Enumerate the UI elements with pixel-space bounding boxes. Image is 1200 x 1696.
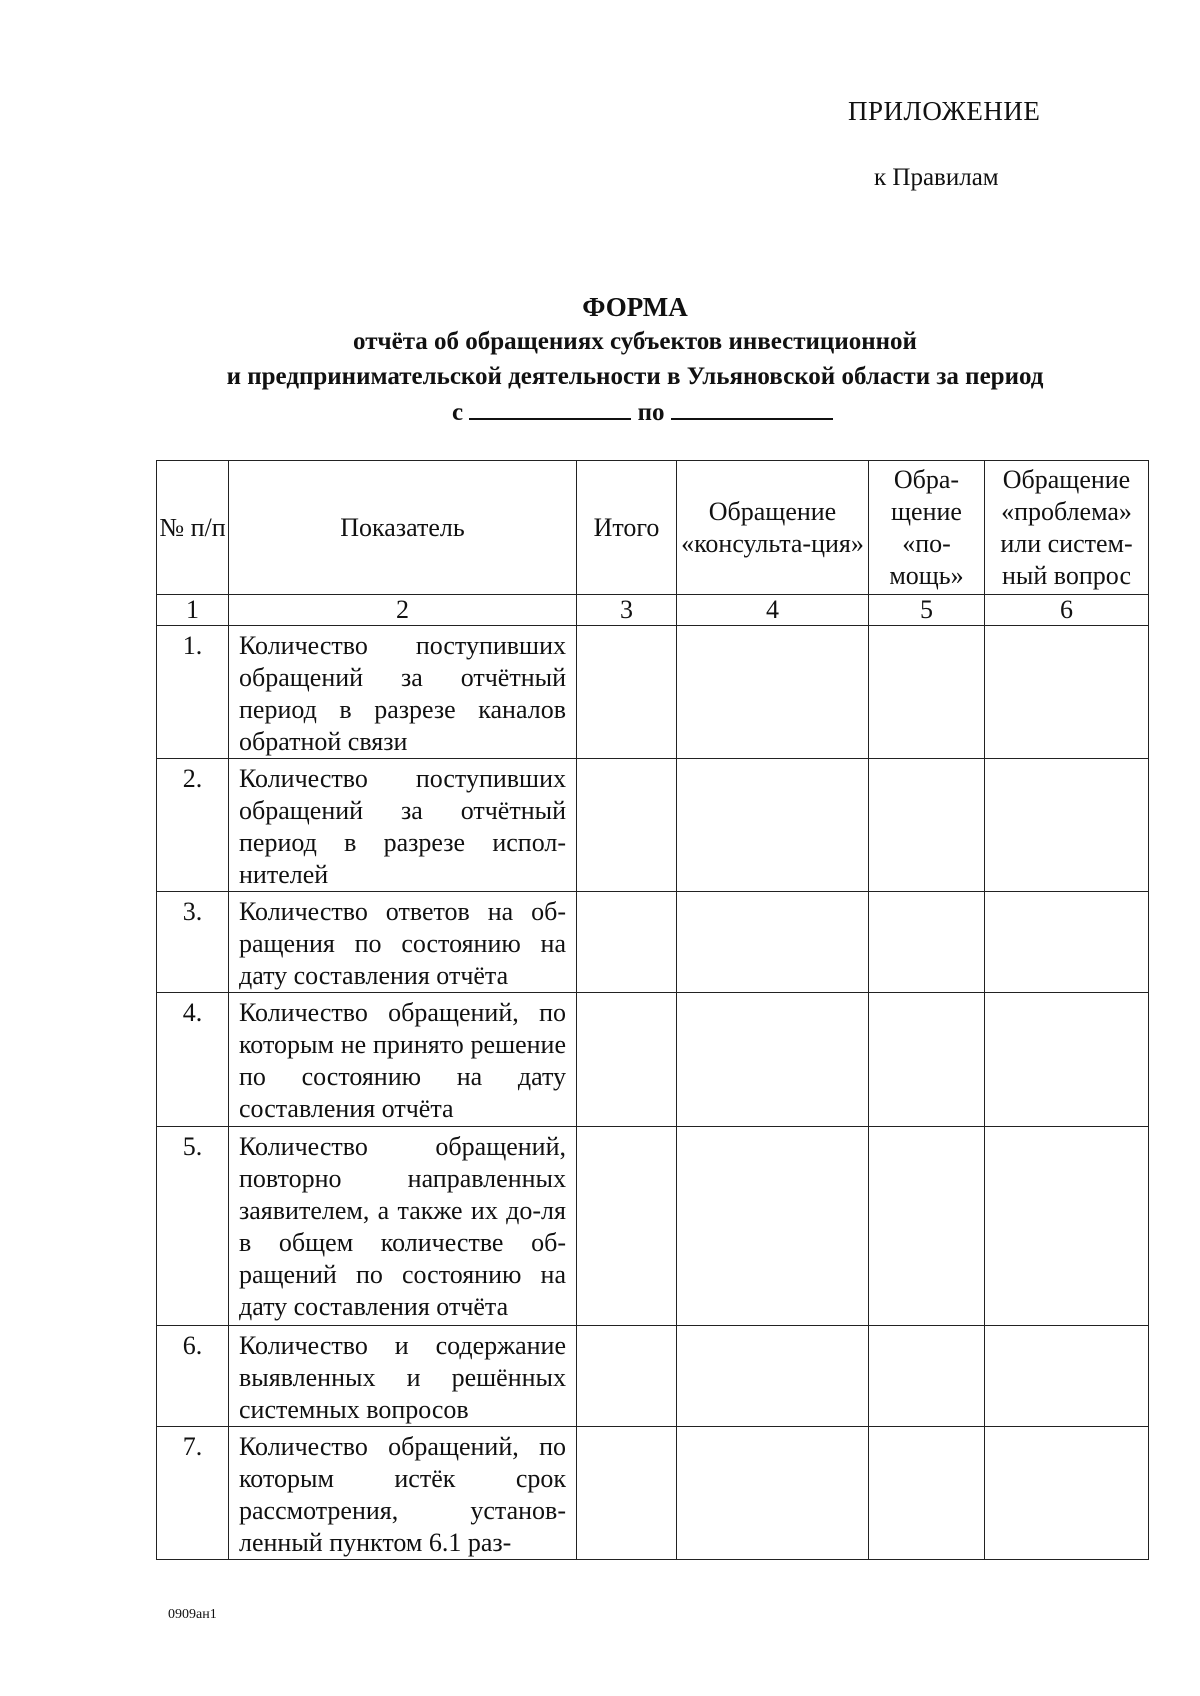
cell-total[interactable] — [577, 1326, 677, 1427]
table-row — [157, 1326, 1149, 1427]
table-row — [157, 1427, 1149, 1560]
cell-problem[interactable] — [985, 759, 1149, 892]
cell-consultation[interactable] — [677, 892, 869, 993]
table-row — [157, 892, 1149, 993]
header-problem: Обращение «проблема» или систем-ный вопрос — [985, 461, 1149, 595]
column-number: 3 — [577, 595, 677, 626]
cell-consultation[interactable] — [677, 1127, 869, 1326]
period-line — [452, 396, 833, 427]
form-title-line1: отчёта об обращениях субъектов инвестиционной — [353, 328, 917, 355]
document-code: 0909ан1 — [168, 1607, 217, 1622]
row-indicator: Количество обращений, по которым не принято решение по состоянию на дату составления отчёта — [229, 993, 577, 1127]
form-title-line2: и предпринимательской деятельности в Ульяновской области за период — [226, 363, 1044, 390]
row-number: 6. — [157, 1326, 229, 1427]
cell-consultation[interactable] — [677, 1427, 869, 1560]
period-from-blank[interactable] — [469, 396, 631, 420]
form-title: ФОРМА — [582, 292, 688, 322]
cell-consultation[interactable] — [677, 626, 869, 759]
cell-total[interactable] — [577, 993, 677, 1127]
row-indicator: Количество поступивших обращений за отчётный период в разрезе испол-нителей — [229, 759, 577, 892]
report-table — [156, 460, 1149, 1560]
cell-consultation[interactable] — [677, 993, 869, 1127]
column-number: 1 — [157, 595, 229, 626]
cell-consultation[interactable] — [677, 759, 869, 892]
cell-problem[interactable] — [985, 1326, 1149, 1427]
cell-help[interactable] — [869, 1127, 985, 1326]
table-row — [157, 1127, 1149, 1326]
row-indicator: Количество обращений, по которым истёк срок рассмотрения, установ-ленный пунктом 6.1 раз- — [229, 1427, 577, 1560]
cell-consultation[interactable] — [677, 1326, 869, 1427]
table-row — [157, 759, 1149, 892]
table-row — [157, 626, 1149, 759]
header-total: Итого — [577, 461, 677, 595]
cell-help[interactable] — [869, 892, 985, 993]
row-number: 3. — [157, 892, 229, 993]
cell-help[interactable] — [869, 1427, 985, 1560]
cell-help[interactable] — [869, 759, 985, 892]
row-number: 2. — [157, 759, 229, 892]
column-number-row — [157, 595, 1149, 626]
header-consultation: Обращение «консульта-ция» — [677, 461, 869, 595]
cell-problem[interactable] — [985, 1127, 1149, 1326]
cell-problem[interactable] — [985, 993, 1149, 1127]
row-indicator: Количество и содержание выявленных и решённых системных вопросов — [229, 1326, 577, 1427]
cell-problem[interactable] — [985, 892, 1149, 993]
cell-total[interactable] — [577, 626, 677, 759]
cell-problem[interactable] — [985, 1427, 1149, 1560]
cell-help[interactable] — [869, 1326, 985, 1427]
row-indicator: Количество обращений, повторно направленных заявителем, а также их до-ля в общем количестве об-ращений по состоянию на дату составления отчёта — [229, 1127, 577, 1326]
appendix-title: ПРИЛОЖЕНИЕ — [848, 96, 1041, 126]
row-number: 7. — [157, 1427, 229, 1560]
column-number: 6 — [985, 595, 1149, 626]
row-number: 5. — [157, 1127, 229, 1326]
cell-total[interactable] — [577, 1127, 677, 1326]
row-indicator: Количество поступивших обращений за отчётный период в разрезе каналов обратной связи — [229, 626, 577, 759]
column-number: 2 — [229, 595, 577, 626]
column-number: 4 — [677, 595, 869, 626]
cell-total[interactable] — [577, 1427, 677, 1560]
header-indicator: Показатель — [229, 461, 577, 595]
table-row — [157, 993, 1149, 1127]
period-to-label: по — [637, 399, 665, 426]
row-number: 1. — [157, 626, 229, 759]
cell-help[interactable] — [869, 993, 985, 1127]
period-to-blank[interactable] — [671, 396, 833, 420]
column-number: 5 — [869, 595, 985, 626]
cell-total[interactable] — [577, 892, 677, 993]
row-number: 4. — [157, 993, 229, 1127]
header-row — [157, 461, 1149, 595]
header-help: Обра-щение «по-мощь» — [869, 461, 985, 595]
period-from-label: с — [452, 399, 464, 426]
row-indicator: Количество ответов на об-ращения по состоянию на дату составления отчёта — [229, 892, 577, 993]
cell-total[interactable] — [577, 759, 677, 892]
appendix-subtitle: к Правилам — [874, 164, 999, 191]
cell-help[interactable] — [869, 626, 985, 759]
cell-problem[interactable] — [985, 626, 1149, 759]
header-num: № п/п — [157, 461, 229, 595]
